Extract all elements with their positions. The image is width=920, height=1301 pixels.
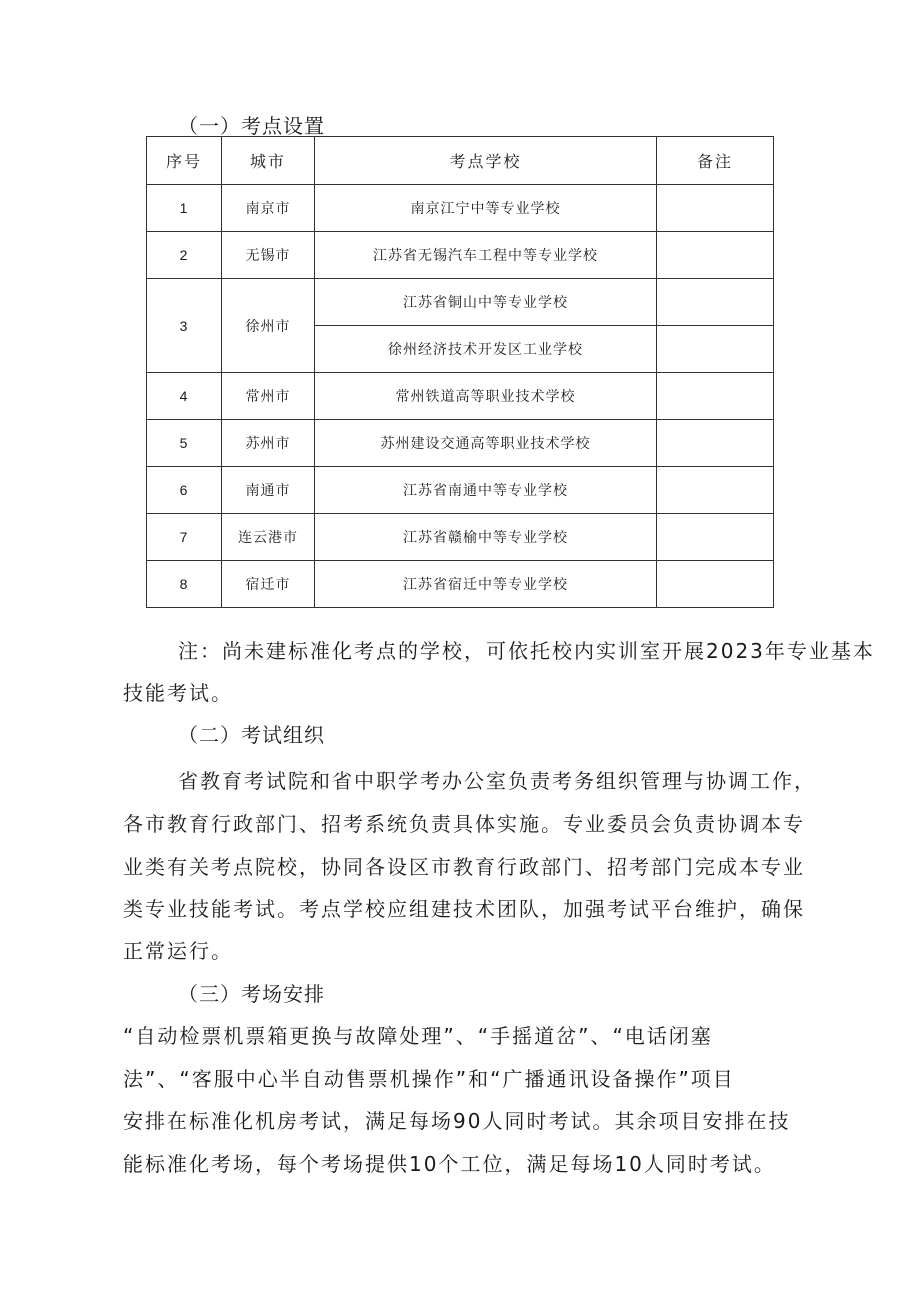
row-no: 1 [147, 185, 222, 232]
section2-line: 省教育考试院和省中职学考办公室负责考务组织管理与协调工作， [178, 769, 816, 793]
row-city: 连云港市 [222, 514, 315, 561]
row-no: 5 [147, 420, 222, 467]
row-remark [657, 514, 774, 561]
row-school: 江苏省南通中等专业学校 [315, 467, 657, 514]
section3-line: 安排在标准化机房考试，满足每场90人同时考试。其余项目安排在技 [123, 1109, 791, 1133]
row-no: 3 [147, 279, 222, 373]
row-school: 江苏省赣榆中等专业学校 [315, 514, 657, 561]
table-row [147, 279, 774, 326]
row-school: 江苏省无锡汽车工程中等专业学校 [315, 232, 657, 279]
row-city: 无锡市 [222, 232, 315, 279]
row-city: 常州市 [222, 373, 315, 420]
exam-sites-table [146, 136, 774, 608]
section2-title: （二）考试组织 [178, 723, 325, 747]
row-no: 7 [147, 514, 222, 561]
table-row [147, 373, 774, 420]
row-school: 苏州建设交通高等职业技术学校 [315, 420, 657, 467]
row-no: 4 [147, 373, 222, 420]
row-city: 南京市 [222, 185, 315, 232]
header-no: 序号 [147, 137, 222, 185]
row-school: 江苏省铜山中等专业学校 [315, 279, 657, 326]
table-row [147, 420, 774, 467]
section2-line: 业类有关考点院校，协同各设区市教育行政部门、招考部门完成本专业 [123, 855, 805, 879]
note-line-2: 技能考试。 [123, 681, 233, 705]
row-no: 2 [147, 232, 222, 279]
section3-title: （三）考场安排 [178, 982, 325, 1006]
row-remark [657, 561, 774, 608]
row-remark [657, 373, 774, 420]
row-remark [657, 420, 774, 467]
section3-line: 能标准化考场，每个考场提供10个工位，满足每场10人同时考试。 [123, 1152, 776, 1176]
row-city: 苏州市 [222, 420, 315, 467]
table-row [147, 467, 774, 514]
row-remark [657, 326, 774, 373]
table-row [147, 514, 774, 561]
row-school: 徐州经济技术开发区工业学校 [315, 326, 657, 373]
header-school: 考点学校 [315, 137, 657, 185]
row-remark [657, 185, 774, 232]
row-no: 6 [147, 467, 222, 514]
note-line-1: 注：尚未建标准化考点的学校，可依托校内实训室开展2023年专业基本 [178, 639, 875, 663]
table-row [147, 232, 774, 279]
section2-line: 各市教育行政部门、招考系统负责具体实施。专业委员会负责协调本专 [123, 812, 805, 836]
row-remark [657, 279, 774, 326]
table-row [147, 561, 774, 608]
table-row [147, 185, 774, 232]
section3-line: 法”、“客服中心半自动售票机操作”和“广播通讯设备操作”项目 [123, 1067, 735, 1091]
section1-title: （一）考点设置 [178, 114, 325, 138]
header-remark: 备注 [657, 137, 774, 185]
row-school: 江苏省宿迁中等专业学校 [315, 561, 657, 608]
row-remark [657, 467, 774, 514]
table-header-row [147, 137, 774, 185]
row-city: 徐州市 [222, 279, 315, 373]
row-school: 常州铁道高等职业技术学校 [315, 373, 657, 420]
row-school: 南京江宁中等专业学校 [315, 185, 657, 232]
header-city: 城市 [222, 137, 315, 185]
row-remark [657, 232, 774, 279]
row-city: 宿迁市 [222, 561, 315, 608]
section2-line: 类专业技能考试。考点学校应组建技术团队，加强考试平台维护，确保 [123, 897, 805, 921]
section2-line: 正常运行。 [123, 939, 233, 963]
section3-line: “自动检票机票箱更换与故障处理”、“手摇道岔”、“电话闭塞 [123, 1024, 713, 1048]
row-no: 8 [147, 561, 222, 608]
row-city: 南通市 [222, 467, 315, 514]
